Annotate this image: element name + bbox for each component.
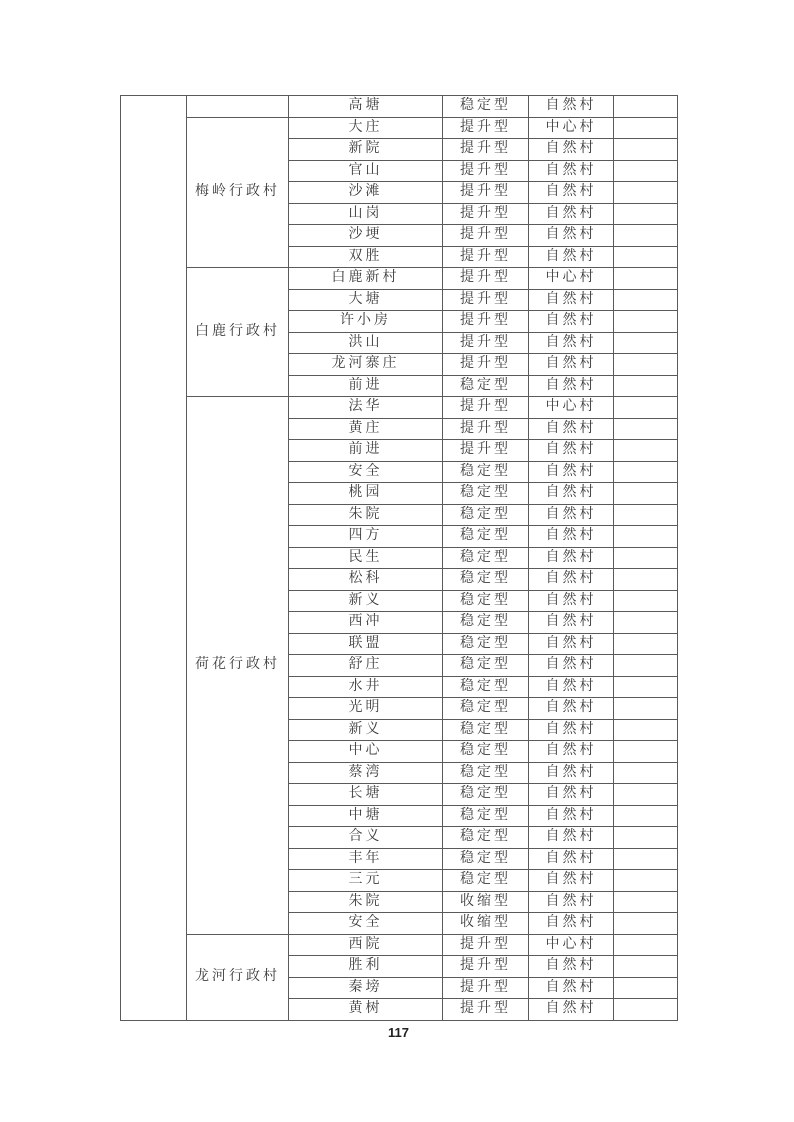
village-type-cell: 提升型	[443, 397, 529, 419]
village-name-cell: 西冲	[289, 612, 443, 634]
village-type-cell: 提升型	[443, 440, 529, 462]
village-type-cell: 提升型	[443, 268, 529, 290]
village-name-cell: 法华	[289, 397, 443, 419]
village-class-cell: 自然村	[529, 246, 614, 268]
village-name-cell: 官山	[289, 160, 443, 182]
village-type-cell: 稳定型	[443, 698, 529, 720]
village-class-cell: 自然村	[529, 590, 614, 612]
village-name-cell: 许小房	[289, 311, 443, 333]
village-type-cell: 稳定型	[443, 655, 529, 677]
village-type-cell: 稳定型	[443, 719, 529, 741]
village-type-cell: 稳定型	[443, 762, 529, 784]
remark-cell	[614, 117, 678, 139]
village-name-cell: 大塘	[289, 289, 443, 311]
village-name-cell: 中塘	[289, 805, 443, 827]
remark-cell	[614, 612, 678, 634]
remark-cell	[614, 891, 678, 913]
remark-cell	[614, 999, 678, 1021]
village-class-cell: 自然村	[529, 870, 614, 892]
village-class-cell: 自然村	[529, 633, 614, 655]
village-name-cell: 新义	[289, 719, 443, 741]
village-type-cell: 收缩型	[443, 913, 529, 935]
village-type-cell: 提升型	[443, 182, 529, 204]
village-class-cell: 自然村	[529, 762, 614, 784]
village-type-cell: 提升型	[443, 289, 529, 311]
village-class-cell: 自然村	[529, 827, 614, 849]
village-class-cell: 自然村	[529, 375, 614, 397]
village-class-cell: 自然村	[529, 526, 614, 548]
village-class-cell: 自然村	[529, 461, 614, 483]
remark-cell	[614, 160, 678, 182]
village-name-cell: 大庄	[289, 117, 443, 139]
remark-cell	[614, 848, 678, 870]
village-class-cell: 自然村	[529, 891, 614, 913]
village-type-cell: 稳定型	[443, 827, 529, 849]
village-class-cell: 自然村	[529, 612, 614, 634]
remark-cell	[614, 655, 678, 677]
village-name-cell: 光明	[289, 698, 443, 720]
village-class-cell: 自然村	[529, 311, 614, 333]
remark-cell	[614, 784, 678, 806]
village-name-cell: 民生	[289, 547, 443, 569]
admin-village-cell: 白鹿行政村	[187, 268, 289, 397]
remark-cell	[614, 225, 678, 247]
village-type-cell: 稳定型	[443, 375, 529, 397]
page-number: 117	[388, 1025, 409, 1040]
village-name-cell: 桃园	[289, 483, 443, 505]
remark-cell	[614, 913, 678, 935]
village-class-cell: 自然村	[529, 698, 614, 720]
village-name-cell: 西院	[289, 934, 443, 956]
village-type-cell: 提升型	[443, 139, 529, 161]
village-type-cell: 提升型	[443, 117, 529, 139]
village-class-cell: 自然村	[529, 289, 614, 311]
village-class-cell: 自然村	[529, 913, 614, 935]
village-type-cell: 提升型	[443, 999, 529, 1021]
village-type-cell: 提升型	[443, 934, 529, 956]
table-row	[121, 397, 678, 419]
village-name-cell: 洪山	[289, 332, 443, 354]
village-class-cell: 自然村	[529, 203, 614, 225]
remark-cell	[614, 934, 678, 956]
village-type-cell: 提升型	[443, 977, 529, 999]
village-class-cell: 自然村	[529, 569, 614, 591]
table-body	[121, 96, 678, 1021]
village-class-cell: 自然村	[529, 547, 614, 569]
village-name-cell: 朱院	[289, 891, 443, 913]
village-type-cell: 提升型	[443, 311, 529, 333]
remark-cell	[614, 569, 678, 591]
village-type-cell: 稳定型	[443, 870, 529, 892]
remark-cell	[614, 440, 678, 462]
village-class-cell: 自然村	[529, 483, 614, 505]
village-name-cell: 水井	[289, 676, 443, 698]
remark-cell	[614, 805, 678, 827]
village-type-cell: 稳定型	[443, 590, 529, 612]
village-name-cell: 松科	[289, 569, 443, 591]
village-class-cell: 自然村	[529, 676, 614, 698]
admin-village-cell: 梅岭行政村	[187, 117, 289, 268]
village-type-cell: 提升型	[443, 332, 529, 354]
village-class-cell: 自然村	[529, 418, 614, 440]
remark-cell	[614, 956, 678, 978]
admin-village-cell: 龙河行政村	[187, 934, 289, 1020]
village-class-cell: 自然村	[529, 999, 614, 1021]
village-name-cell: 舒庄	[289, 655, 443, 677]
remark-cell	[614, 698, 678, 720]
village-class-cell: 自然村	[529, 784, 614, 806]
remark-cell	[614, 139, 678, 161]
village-classification-table	[120, 95, 678, 1021]
village-class-cell: 自然村	[529, 977, 614, 999]
village-type-cell: 稳定型	[443, 633, 529, 655]
village-name-cell: 双胜	[289, 246, 443, 268]
village-type-cell: 提升型	[443, 160, 529, 182]
remark-cell	[614, 590, 678, 612]
village-type-cell: 提升型	[443, 418, 529, 440]
remark-cell	[614, 526, 678, 548]
village-class-cell: 自然村	[529, 741, 614, 763]
village-name-cell: 黄庄	[289, 418, 443, 440]
village-type-cell: 稳定型	[443, 848, 529, 870]
village-class-cell: 自然村	[529, 354, 614, 376]
village-name-cell: 前进	[289, 375, 443, 397]
left-spacer-cell	[121, 96, 187, 1021]
village-type-cell: 提升型	[443, 225, 529, 247]
village-class-cell: 自然村	[529, 956, 614, 978]
remark-cell	[614, 762, 678, 784]
village-name-cell: 黄树	[289, 999, 443, 1021]
village-class-cell: 中心村	[529, 117, 614, 139]
remark-cell	[614, 375, 678, 397]
admin-village-cell	[187, 96, 289, 118]
village-name-cell: 沙滩	[289, 182, 443, 204]
village-class-cell: 自然村	[529, 225, 614, 247]
village-name-cell: 安全	[289, 461, 443, 483]
remark-cell	[614, 96, 678, 118]
remark-cell	[614, 461, 678, 483]
remark-cell	[614, 268, 678, 290]
village-name-cell: 朱院	[289, 504, 443, 526]
village-type-cell: 稳定型	[443, 461, 529, 483]
village-type-cell: 稳定型	[443, 526, 529, 548]
remark-cell	[614, 332, 678, 354]
village-name-cell: 胜利	[289, 956, 443, 978]
village-class-cell: 自然村	[529, 504, 614, 526]
remark-cell	[614, 977, 678, 999]
village-name-cell: 联盟	[289, 633, 443, 655]
village-name-cell: 三元	[289, 870, 443, 892]
village-type-cell: 收缩型	[443, 891, 529, 913]
remark-cell	[614, 741, 678, 763]
remark-cell	[614, 397, 678, 419]
table-row	[121, 268, 678, 290]
village-class-cell: 中心村	[529, 934, 614, 956]
village-type-cell: 提升型	[443, 956, 529, 978]
remark-cell	[614, 719, 678, 741]
village-class-cell: 自然村	[529, 332, 614, 354]
village-name-cell: 沙埂	[289, 225, 443, 247]
remark-cell	[614, 354, 678, 376]
village-name-cell: 龙河寨庄	[289, 354, 443, 376]
village-name-cell: 丰年	[289, 848, 443, 870]
village-name-cell: 高塘	[289, 96, 443, 118]
village-class-cell: 自然村	[529, 160, 614, 182]
remark-cell	[614, 203, 678, 225]
village-type-cell: 稳定型	[443, 569, 529, 591]
village-name-cell: 白鹿新村	[289, 268, 443, 290]
remark-cell	[614, 483, 678, 505]
remark-cell	[614, 633, 678, 655]
village-class-cell: 自然村	[529, 805, 614, 827]
village-type-cell: 提升型	[443, 246, 529, 268]
village-type-cell: 稳定型	[443, 504, 529, 526]
village-name-cell: 秦塝	[289, 977, 443, 999]
village-type-cell: 稳定型	[443, 483, 529, 505]
village-class-cell: 自然村	[529, 96, 614, 118]
village-name-cell: 安全	[289, 913, 443, 935]
village-name-cell: 新义	[289, 590, 443, 612]
village-type-cell: 稳定型	[443, 96, 529, 118]
village-class-cell: 自然村	[529, 182, 614, 204]
village-class-cell: 中心村	[529, 268, 614, 290]
village-class-cell: 自然村	[529, 139, 614, 161]
remark-cell	[614, 547, 678, 569]
remark-cell	[614, 676, 678, 698]
village-type-cell: 稳定型	[443, 612, 529, 634]
village-type-cell: 稳定型	[443, 741, 529, 763]
remark-cell	[614, 827, 678, 849]
village-name-cell: 四方	[289, 526, 443, 548]
table-row	[121, 934, 678, 956]
remark-cell	[614, 246, 678, 268]
village-class-cell: 自然村	[529, 655, 614, 677]
village-name-cell: 山岗	[289, 203, 443, 225]
village-name-cell: 中心	[289, 741, 443, 763]
table-row	[121, 96, 678, 118]
village-type-cell: 稳定型	[443, 784, 529, 806]
remark-cell	[614, 870, 678, 892]
village-class-cell: 中心村	[529, 397, 614, 419]
remark-cell	[614, 504, 678, 526]
remark-cell	[614, 311, 678, 333]
village-class-cell: 自然村	[529, 848, 614, 870]
remark-cell	[614, 289, 678, 311]
village-type-cell: 稳定型	[443, 676, 529, 698]
table-row	[121, 117, 678, 139]
admin-village-cell: 荷花行政村	[187, 397, 289, 935]
village-class-cell: 自然村	[529, 440, 614, 462]
village-name-cell: 长塘	[289, 784, 443, 806]
village-name-cell: 新院	[289, 139, 443, 161]
remark-cell	[614, 182, 678, 204]
village-type-cell: 稳定型	[443, 805, 529, 827]
village-name-cell: 前进	[289, 440, 443, 462]
village-type-cell: 提升型	[443, 354, 529, 376]
village-class-cell: 自然村	[529, 719, 614, 741]
village-type-cell: 稳定型	[443, 547, 529, 569]
village-name-cell: 蔡湾	[289, 762, 443, 784]
remark-cell	[614, 418, 678, 440]
village-type-cell: 提升型	[443, 203, 529, 225]
village-name-cell: 合义	[289, 827, 443, 849]
